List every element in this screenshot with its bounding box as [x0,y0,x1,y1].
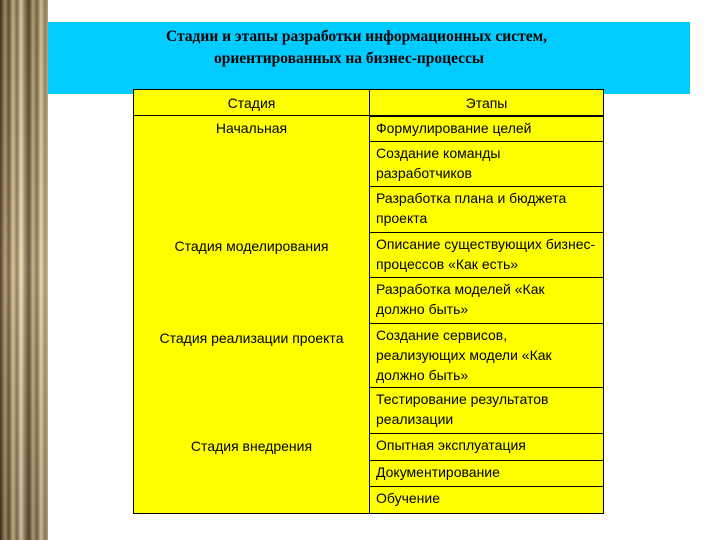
title-line-1: Стадии и этапы разработки информационных систем, [166,28,548,45]
header-steps: Этапы [369,89,604,116]
step-cell: Формулирование целей [369,116,604,142]
step-cell: Разработка плана и бюджета проекта [369,186,604,233]
step-cell: Описание существующих бизнес-процессов «Как есть» [369,232,604,278]
step-cell: Разработка моделей «Как должно быть» [369,277,604,324]
header-stage: Стадия [133,89,370,116]
step-cell: Тестирование результатов реализации [369,387,604,434]
curtain-decoration [0,0,48,540]
stage-name: Стадия реализации проекта [159,330,344,346]
step-cell: Создание команды разработчиков [369,141,604,187]
stage-name: Стадия моделирования [174,238,329,254]
title-line-2: ориентированных на бизнес-процессы [214,50,485,67]
step-cell: Документирование [369,460,604,487]
step-cell: Создание сервисов, реализующих модели «Как должно быть» [369,323,604,388]
step-cell: Обучение [369,486,604,514]
stage-name: Стадия внедрения [190,438,313,454]
step-cell: Опытная эксплуатация [369,433,604,461]
stage-name: Начальная [215,120,288,136]
title-banner [48,22,690,94]
